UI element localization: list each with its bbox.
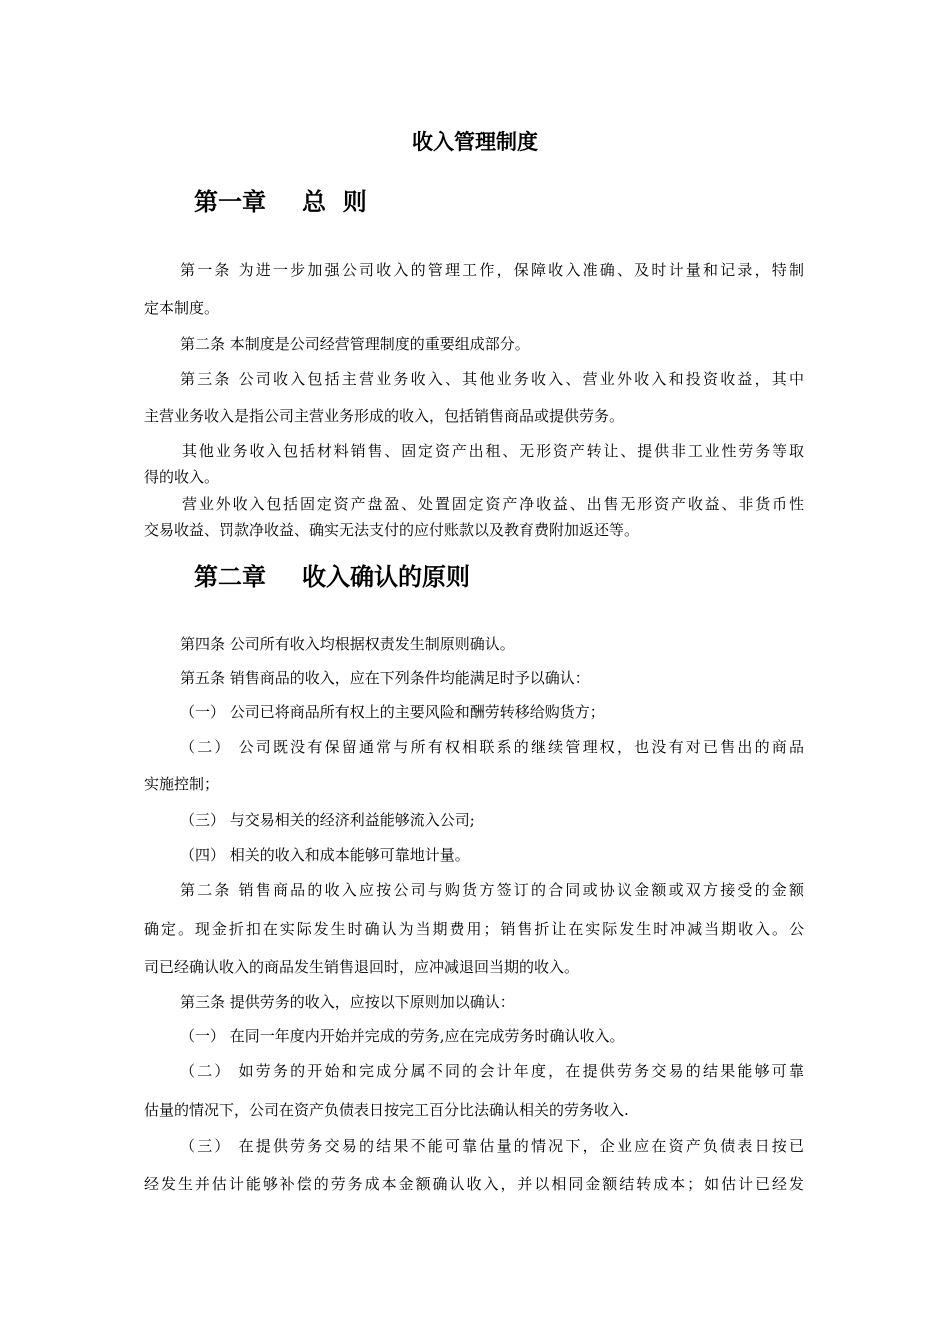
paragraph-line: 经发生并估计能够补偿的劳务成本金额确认收入，并以相同金额结转成本；如估计已经发 [144,1175,804,1193]
chapter-number: 第二章 [194,563,266,591]
paragraph-line: 第一条 为进一步加强公司收入的管理工作，保障收入准确、及时计量和记录，特制 [180,261,804,279]
paragraph-line: 其他业务收入包括材料销售、固定资产出租、无形资产转让、提供非工业性劳务等取 [182,442,804,460]
paragraph-line: （一） 公司已将商品所有权上的主要风险和酬劳转移给购货方； [180,703,605,721]
paragraph-line: 第三条 提供劳务的收入，应按以下原则加以确认： [180,993,515,1011]
chapter-name: 总 则 [302,188,367,216]
paragraph-line: 估量的情况下，公司在资产负债表日按完工百分比法确认相关的劳务收入. [144,1101,629,1119]
paragraph-line: 第二条 本制度是公司经营管理制度的重要组成部分。 [180,335,530,353]
paragraph-line: （一） 在同一年度内开始并完成的劳务,应在完成劳务时确认收入。 [180,1027,625,1045]
chapter-heading-1 [194,187,367,217]
paragraph-line: 主营业务收入是指公司主营业务形成的收入，包括销售商品或提供劳务。 [144,407,625,425]
paragraph-line: 定本制度。 [144,299,220,317]
paragraph-line: 司已经确认收入的商品发生销售退回时，应冲减退回当期的收入。 [144,958,580,976]
paragraph-line: 第二条 销售商品的收入应按公司与购货方签订的合同或协议金额或双方接受的金额 [180,881,804,899]
document-title: 收入管理制度 [412,130,538,154]
paragraph-line: （二） 公司既没有保留通常与所有权相联系的继续管理权，也没有对已售出的商品 [180,738,804,756]
chapter-heading-2 [194,562,470,592]
paragraph-line: 第四条 公司所有收入均根据权责发生制原则确认。 [180,635,515,653]
paragraph-line: 实施控制； [144,775,220,793]
paragraph-line: （三） 在提供劳务交易的结果不能可靠估量的情况下，企业应在资产负债表日按已 [180,1137,804,1155]
paragraph-line: 营业外收入包括固定资产盘盈、处置固定资产净收益、出售无形资产收益、非货币性 [182,495,804,513]
chapter-number: 第一章 [194,188,266,216]
paragraph-line: （三） 与交易相关的经济利益能够流入公司; [180,811,475,829]
paragraph-line: 确定。现金折扣在实际发生时确认为当期费用；销售折让在实际发生时冲减当期收入。公 [144,920,804,938]
paragraph-line: 第三条 公司收入包括主营业务收入、其他业务收入、营业外收入和投资收益，其中 [180,370,804,388]
chapter-name: 收入确认的原则 [302,563,470,591]
paragraph-line: （四） 相关的收入和成本能够可靠地计量。 [180,846,470,864]
paragraph-line: 第五条 销售商品的收入，应在下列条件均能满足时予以确认： [180,669,590,687]
paragraph-line: 得的收入。 [144,468,220,486]
paragraph-line: 交易收益、罚款净收益、确实无法支付的应付账款以及教育费附加返还等。 [144,521,640,539]
paragraph-line: （二） 如劳务的开始和完成分属不同的会计年度，在提供劳务交易的结果能够可靠 [180,1062,804,1080]
